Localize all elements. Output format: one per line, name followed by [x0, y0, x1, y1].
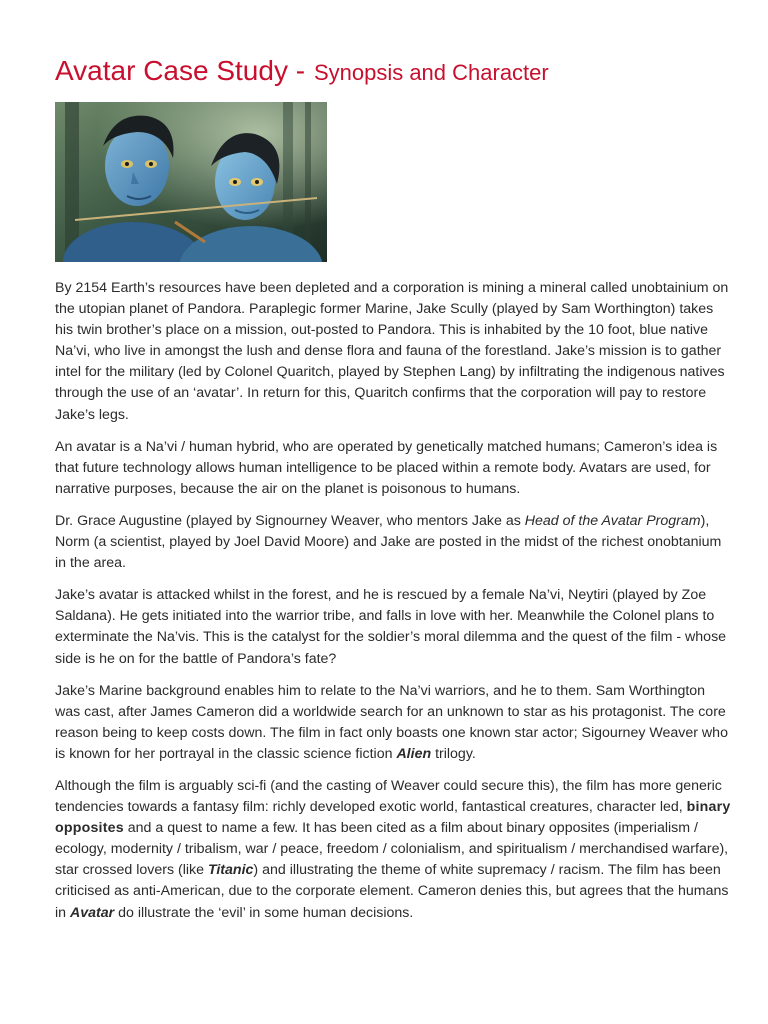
paragraph-avatar-definition: An avatar is a Na’vi / human hybrid, who are operated by genetically matched humans; Cameron’s idea is that future technology allows human intelligence to be placed within a remote body. Avatars are used, for narrative purposes, because the air on the planet is poisonous to humans. — [55, 438, 718, 497]
paragraph-jake-rescue: Jake’s avatar is attacked whilst in the forest, and he is rescued by a female Na’vi, Neytiri (played by Zoe Saldana). He gets initiated into the warrior tribe, and falls in love with her. Meanwhile the Colonel plans to exterminate the Na’vis. This is the catalyst for the soldier’s moral dilemma and the quest of the film - whose side is he on for the battle of Pandora’s fate? — [55, 587, 727, 667]
p6-avatar-title: Avatar — [69, 904, 115, 921]
paragraph-grace-augustine — [55, 511, 732, 574]
p6-part3: ) and illustrating the theme of white supremacy / racism. The film has been criticised as anti-American, due to the corporate element. Cameron denies this, but agrees that the humans in — [55, 862, 729, 921]
p5-alien-title: Alien — [396, 745, 432, 762]
page-title — [55, 52, 732, 86]
title-main: Avatar Case Study - — [55, 55, 306, 86]
p6-part4: do illustrate the ‘evil’ in some human decisions. — [114, 904, 414, 921]
p3-text-after: ), Norm (a scientist, played by Joel David Moore) and Jake are posted in the midst of the richest onobtanium in the area. — [55, 512, 722, 572]
p6-titanic-title: Titanic — [207, 862, 254, 879]
paragraph-synopsis: By 2154 Earth’s resources have been depleted and a corporation is mining a mineral called unobtainium on the utopian planet of Pandora. Paraplegic former Marine, Jake Scully (played by Sam Worthington) takes his twin brother’s place on a mission, out-posted to Pandora. This is inhabited by the 10 foot, blue native Na’vi, who live in amongst the lush and dense flora and fauna of the forestland. Jake’s mission is to gather intel for the military (led by Colonel Quaritch, played by Stephen Lang) by infiltrating the indigenous natives through the use of an ‘avatar’. In return for this, Quaritch confirms that the corporation will pay to restore Jake’s legs. — [55, 280, 729, 423]
p3-italic-role: Head of the Avatar Program — [524, 512, 701, 529]
paragraph-casting — [55, 681, 732, 765]
p6-part1: Although the film is arguably sci-fi (and the casting of Weaver could secure this), the film has more generic tendencies towards a fantasy film: richly developed exotic world, fantastical creatures, character led, — [55, 777, 722, 816]
article-body — [55, 278, 732, 924]
photo-two-navi-characters-icon — [55, 102, 327, 262]
p3-text-before: Dr. Grace Augustine (played by Signourney Weaver, who mentors Jake as — [55, 512, 525, 529]
p5-text-before: Jake’s Marine background enables him to relate to the Na’vi warriors, and he to them. Sam Worthington was cast, after James Cameron did a worldwide search for an unknown to star as his protagonist. The core reason being to keep costs down. The film in fact only boasts one known star actor; Sigourney Weaver who is known for her portrayal in the classic science fiction — [55, 682, 728, 762]
title-sub: Synopsis and Character — [313, 60, 549, 85]
p5-text-after: trilogy. — [431, 745, 476, 762]
p6-binary-opposites: binary opposites — [55, 799, 731, 837]
p6-part2: and a quest to name a few. It has been cited as a film about binary opposites (imperialism / ecology, modernity / tribalism, war / peace, freedom / colonialism, and spiritualism / merchandised warfare), star crossed lovers (like — [55, 820, 729, 879]
paragraph-genre — [55, 776, 732, 924]
